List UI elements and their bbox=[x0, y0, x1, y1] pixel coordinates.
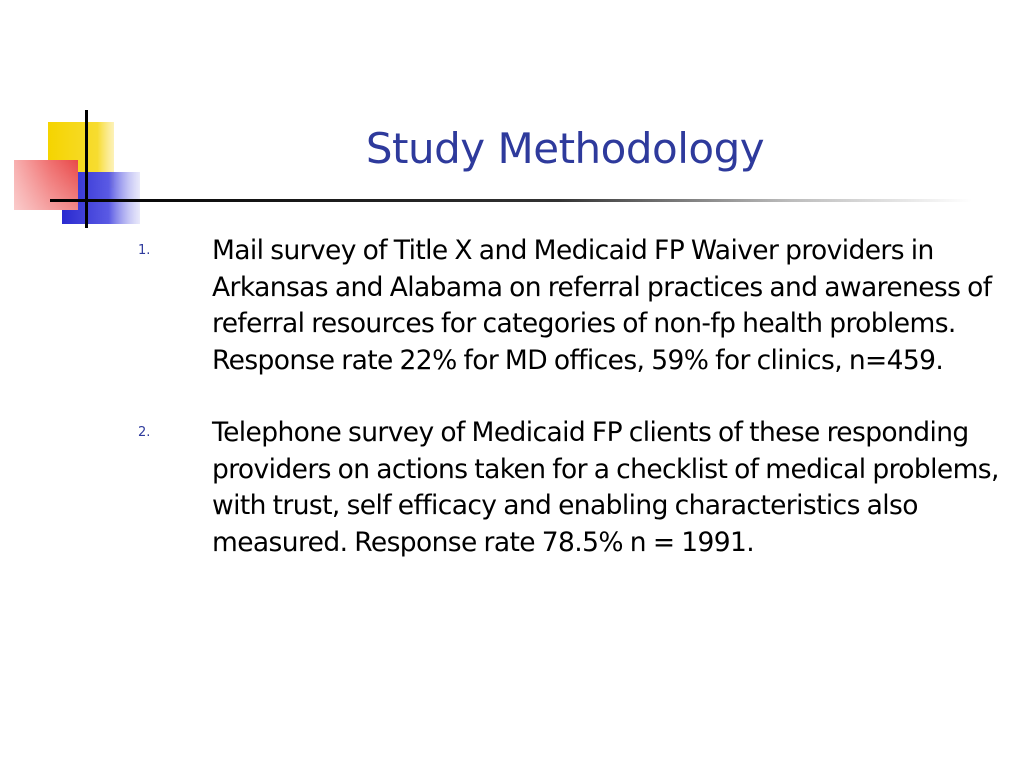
decorative-squares-graphic bbox=[0, 0, 160, 240]
list-item bbox=[138, 233, 1013, 379]
methodology-list bbox=[138, 233, 1013, 597]
list-item bbox=[138, 415, 1013, 561]
decor-vertical-line bbox=[85, 110, 88, 228]
list-item-number: 2. bbox=[138, 425, 151, 440]
list-item-text: Telephone survey of Medicaid FP clients of these responding providers on actions taken for a checklist of medical problems, with trust, self efficacy and enabling characteristics also measured. Response rate 78.5% n = 1991. bbox=[212, 417, 999, 558]
list-item-text: Mail survey of Title X and Medicaid FP Waiver providers in Arkansas and Alabama on referral practices and awareness of referral resources for categories of non-fp health problems. Response rate 22% for MD offices, 59% for clinics, n=459. bbox=[212, 235, 992, 376]
list-item-number: 1. bbox=[138, 243, 151, 258]
slide-title: Study Methodology bbox=[365, 124, 765, 173]
title-underline bbox=[52, 199, 972, 202]
